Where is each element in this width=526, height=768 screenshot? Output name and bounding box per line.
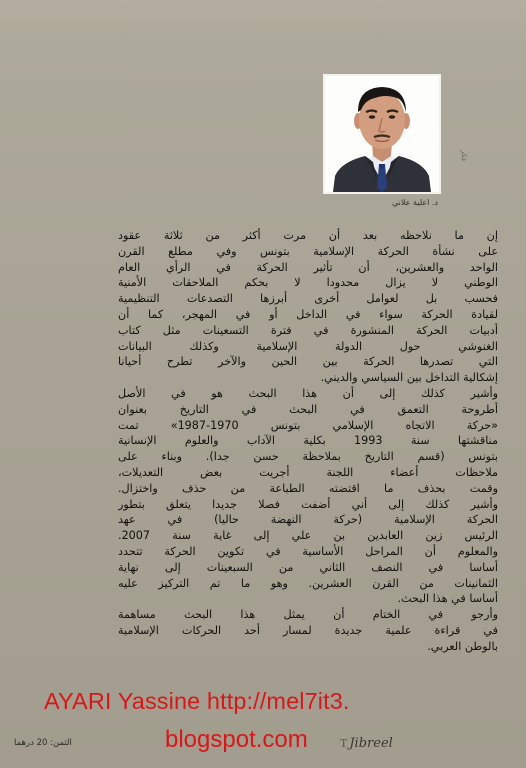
- text-line: وأرجو في الختام أن يمثل هذا البحث مساهمة: [118, 608, 498, 622]
- text-line: الغنوشي حول الدولة الإسلامية وكذلك البيانات: [118, 339, 498, 353]
- publisher-mark-icon: T: [340, 737, 348, 750]
- text-line: إشكالية التداخل بين السياسي والديني.: [320, 371, 498, 385]
- text-line: فحسب بل لعوامل أخرى أبرزها التصدعات التنظيمية: [118, 292, 498, 306]
- text-line: بتونس (قسم التاريخ بملاحظة حسن جدا). وبناء على: [118, 450, 498, 464]
- text-line: في قراءة علمية جديدة لمسار أحد الحركات الإسلامية: [118, 623, 498, 637]
- text-line: إن ما نلاحظه بعد أن مرت أكثر من ثلاثة عقود: [118, 229, 498, 242]
- text-line: التي تصدرها الحركة بين الحين والآخر تطرح أحيانا: [118, 355, 498, 369]
- text-line: الوطني لا يزال محدودا لا بحكم الملاحقات الأمنية: [118, 276, 498, 290]
- text-line: على نشأة الحركة الإسلامية بتونس وفي مطلع القرن: [118, 244, 498, 258]
- text-line: الواحد والعشرين، أن تأثير الحركة في الرأي العام: [118, 260, 498, 274]
- text-line: مناقشتها سنة 1993 بكلية الآداب والعلوم الإنسانية: [118, 434, 498, 448]
- publisher-name: Jibreel: [349, 736, 393, 751]
- text-line: بالوطن العربي.: [427, 639, 498, 653]
- text-line: الحركة الإسلامية (حركة النهضة حاليا) في عهد: [118, 513, 498, 527]
- author-portrait: [323, 74, 441, 194]
- text-line: «حركة الاتجاه الإسلامي بتونس 1970-1987» تمت: [118, 418, 498, 432]
- text-line: الرئيس زين العابدين بن علي إلى غاية سنة 2007.: [118, 529, 498, 543]
- side-mark: فكر: [460, 150, 468, 162]
- author-caption: د. اعلية علاني: [392, 198, 438, 207]
- watermark-line-1: AYARI Yassine http://mel7it3.: [44, 688, 350, 714]
- back-cover-text: [118, 228, 498, 728]
- text-line: الثمانينات من القرن العشرين. وهو ما تم التركيز عليه: [118, 576, 498, 590]
- text-line: وأشير كذلك إلى أن هذا البحث هو في الأصل: [118, 386, 498, 400]
- text-line: وقمت بحذف ما اقتضته الطباعة من حذف واختزال.: [118, 481, 498, 495]
- cover-top-band: [0, 0, 526, 40]
- text-line: أدبيات الحركة المنشورة في فترة التسعينات مثل كتاب: [118, 323, 498, 337]
- text-line: وأشير كذلك إلى أني أضفت فصلا جديدا يتعلق بتطور: [118, 497, 498, 511]
- publisher-logo: [340, 736, 460, 756]
- watermark: [0, 688, 526, 768]
- text-line: لقيادة الحركة سواء في الداخل أو في المهجر، كما أن: [118, 307, 498, 321]
- text-line: والمعلوم أن المراحل الأساسية في تكوين الحركة تتحدد: [118, 544, 498, 558]
- text-line: أساسا في هذا البحث.: [397, 592, 498, 606]
- text-line: أطروحة التعمق في البحث في التاريخ بعنوان: [118, 402, 498, 416]
- watermark-line-2: blogspot.com: [165, 726, 308, 753]
- text-line: أساسا في النصف الثاني من السبعينات إلى نهاية: [118, 560, 498, 574]
- text-line: ملاحظات أعضاء اللجنة أجريت بعض التعديلات،: [118, 465, 498, 479]
- author-portrait-image: [325, 76, 439, 192]
- price-label: الثمن: 20 درهما: [14, 738, 72, 748]
